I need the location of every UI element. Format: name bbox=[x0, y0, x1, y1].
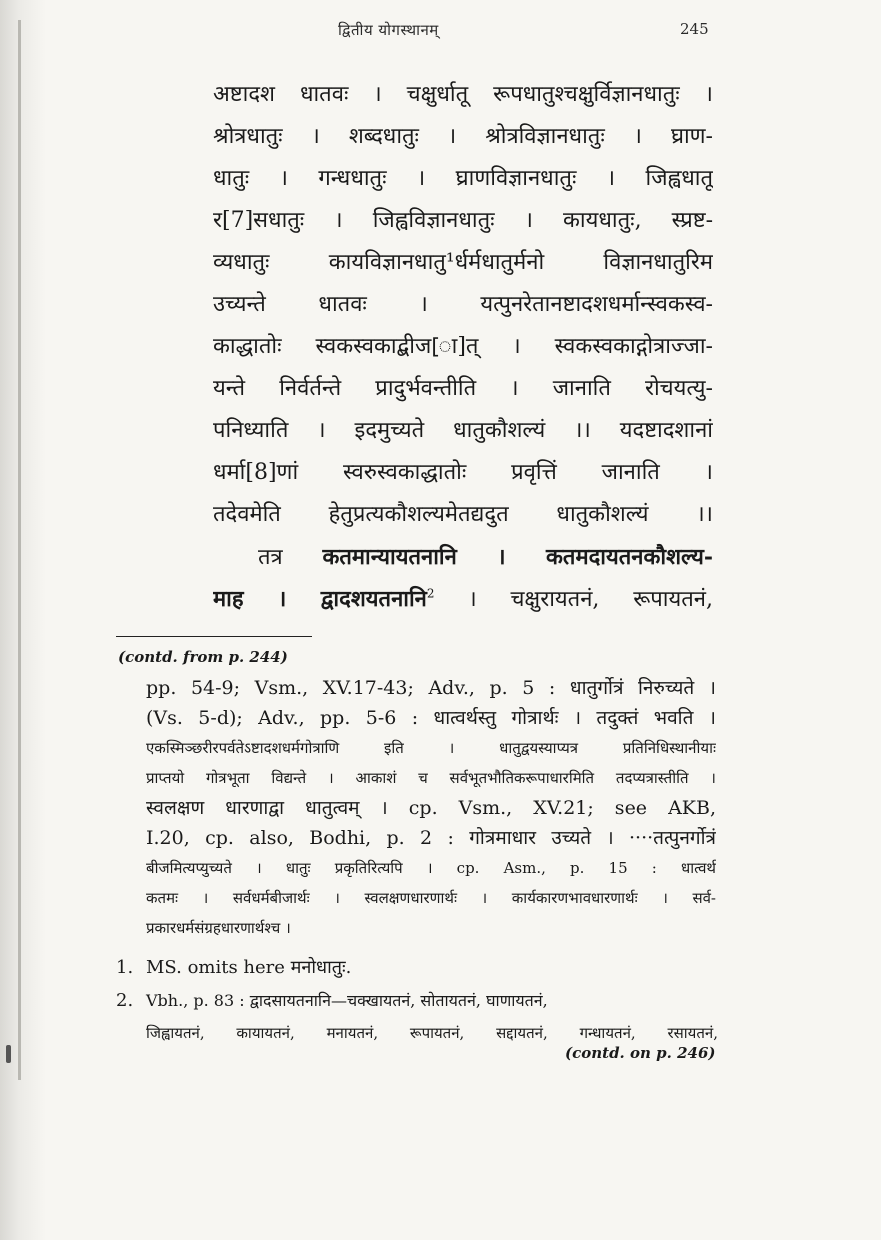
ayatana-list: । चक्षुरायतनं, रूपायतनं, bbox=[434, 587, 713, 612]
footnote-1-number: 1. bbox=[116, 957, 134, 978]
footnote-2-number: 2. bbox=[116, 990, 134, 1011]
main-line-section-start bbox=[213, 536, 713, 578]
main-line: तदेवमेति हेतुप्रत्यकौशल्यमेतद्यदुत धातुकौशल्यं ।। bbox=[213, 502, 713, 527]
main-line: श्रोत्रधातुः । शब्दधातुः । श्रोत्रविज्ञानधातुः । घ्राण- bbox=[213, 124, 713, 149]
footnote-line: बीजमित्यप्युच्यते । धातुः प्रकृतिरित्यपि । cp. Asm., p. 15 : धात्वर्थ bbox=[146, 859, 716, 877]
footnote-rule bbox=[116, 636, 312, 637]
footnote-line: pp. 54-9; Vsm., XV.17-43; Adv., p. 5 : धातुर्गोत्रं निरुच्यते । bbox=[146, 677, 716, 699]
footnote-1-text: MS. omits here मनोधातुः. bbox=[146, 957, 352, 978]
section-question: कतमान्यायतनानि । कतमदायतनकौशल्य- bbox=[322, 544, 713, 570]
footnote-continuation bbox=[146, 673, 716, 943]
section-start-word: तत्र bbox=[258, 545, 323, 570]
main-line: काद्धातोः स्वकस्वकाद्बीज[ा]त् । स्वकस्वकाद्गोत्राज्जा- bbox=[213, 334, 713, 359]
footnote-line: स्वलक्षण धारणाद्वा धातुत्वम् । cp. Vsm., XV.21; see AKB, bbox=[146, 797, 716, 819]
footnote-2-continuation: जिह्वायतनं, कायायतनं, मनायतनं, रूपायतनं, सद्दायतनं, गन्धायतनं, रसायतनं, bbox=[146, 1024, 718, 1042]
footnote-2-text: Vbh., p. 83 : द्वादसायतनानि—चक्खायतनं, सोतायतनं, घाणायतनं, bbox=[146, 991, 548, 1010]
footnote-line: (Vs. 5-d); Adv., pp. 5-6 : धात्वर्थस्तु गोत्रार्थः । तदुक्तं भवति । bbox=[146, 707, 716, 729]
running-header bbox=[0, 14, 881, 44]
main-line: धर्मा[8]णां स्वरुस्वकाद्धातोः प्रवृत्तिं जानाति । bbox=[213, 460, 713, 485]
main-line: व्यधातुः कायविज्ञानधातु¹र्धर्मधातुर्मनो विज्ञानधातुरिम bbox=[213, 250, 713, 275]
main-line-ayatana bbox=[213, 578, 713, 620]
main-line: अष्टादश धातवः । चक्षुर्धातू रूपधातुश्चक्षुर्विज्ञानधातुः । bbox=[213, 82, 713, 107]
scan-smudge bbox=[6, 1045, 11, 1063]
footnote-2 bbox=[116, 986, 716, 1016]
footnote-ref-2: 2 bbox=[426, 586, 435, 601]
main-line: यन्ते निर्वर्तन्ते प्रादुर्भवन्तीति । जानाति रोचयत्यु- bbox=[213, 376, 713, 401]
contd-from-note: (contd. from p. 244) bbox=[118, 648, 288, 666]
main-line: उच्यन्ते धातवः । यत्पुनरेतानष्टादशधर्मान्स्वकस्व- bbox=[213, 292, 713, 317]
header-title: द्वितीय योगस्थानम् bbox=[338, 21, 439, 39]
footnote-line: I.20, cp. also, Bodhi, p. 2 : गोत्रमाधार उच्यते । ····तत्पुनर्गोत्रं bbox=[146, 827, 716, 849]
main-line: धातुः । गन्धधातुः । घ्राणविज्ञानधातुः । जिह्वधातू bbox=[213, 166, 713, 191]
contd-on-note: (contd. on p. 246) bbox=[565, 1044, 716, 1062]
footnote-1 bbox=[116, 953, 716, 983]
main-line: र[7]सधातुः । जिह्वविज्ञानधातुः । कायधातुः, स्प्रष्ट- bbox=[213, 208, 713, 233]
main-line: पनिध्याति । इदमुच्यते धातुकौशल्यं ।। यदष्टादशानां bbox=[213, 418, 713, 443]
footnote-line: एकस्मिञ्छरीरपर्वतेऽष्टादशधर्मगोत्राणि इति । धातुद्वयस्याप्यत्र प्रतिनिधिस्थानीयाः bbox=[146, 739, 716, 757]
page-number: 245 bbox=[680, 20, 709, 38]
spine-line bbox=[18, 20, 21, 1080]
ayatana-heading: माह । द्वादशयतनानि bbox=[213, 586, 427, 612]
footnote-line: प्रकारधर्मसंग्रहधारणार्थश्च । bbox=[146, 919, 291, 937]
footnote-line: प्राप्तयो गोत्रभूता विद्यन्ते । आकाशं च सर्वभूतभौतिकरूपाधारमिति तदप्यत्रास्तीति । bbox=[146, 769, 716, 787]
main-text bbox=[213, 74, 713, 620]
footnote-line: कतमः । सर्वधर्मबीजार्थः । स्वलक्षणधारणार्थः । कार्यकारणभावधारणार्थः । सर्व- bbox=[146, 889, 716, 907]
